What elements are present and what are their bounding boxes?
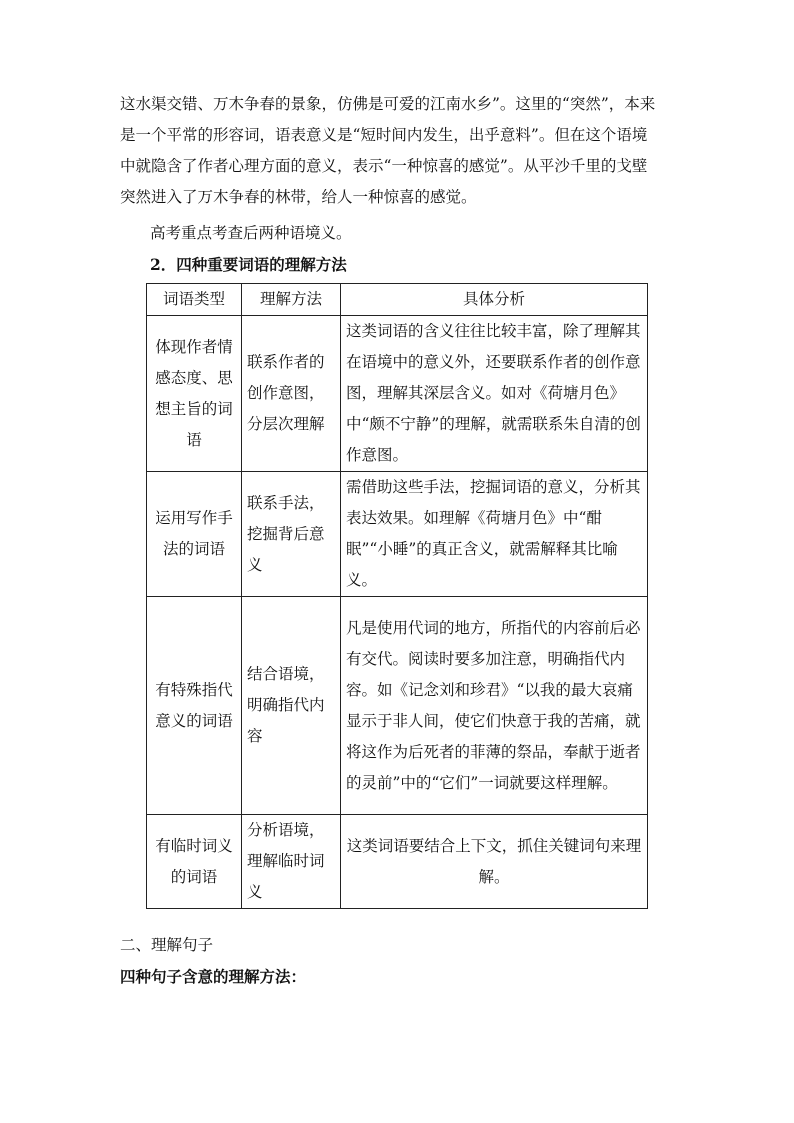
table-header-type: 词语类型 bbox=[147, 284, 242, 316]
subheading: 四种句子含意的理解方法： bbox=[120, 967, 307, 986]
table-cell-type: 有临时词义的词语 bbox=[147, 815, 242, 909]
table-row bbox=[147, 815, 648, 909]
table-cell-analysis: 这类词语要结合上下文，抓住关键词句来理解。 bbox=[341, 815, 648, 909]
intro-line: 是一个平常的形容词，语表意义是“短时间内发生，出乎意料”。但在这个语境 bbox=[120, 126, 648, 144]
table-row bbox=[147, 472, 648, 597]
table-cell-type: 有特殊指代意义的词语 bbox=[147, 597, 242, 815]
section-heading: 二、理解句子 bbox=[120, 936, 214, 954]
intro-line: 中就隐含了作者心理方面的意义，表示“一种惊喜的感觉”。从平沙千里的戈壁 bbox=[120, 157, 648, 175]
table-row bbox=[147, 316, 648, 472]
intro-line: 这水渠交错、万木争春的景象，仿佛是可爱的江南水乡”。这里的“突然”，本来 bbox=[120, 95, 656, 113]
section2-heading: 2．四种重要词语的理解方法 bbox=[150, 255, 347, 274]
table-cell-analysis: 需借助这些手法，挖掘词语的意义，分析其表达效果。如理解《荷塘月色》中“酣眠”“小睡”的真正含义，就需解释其比喻义。 bbox=[341, 472, 648, 597]
table-cell-method: 联系手法，挖掘背后意义 bbox=[242, 472, 341, 597]
word-methods-table bbox=[146, 283, 648, 909]
table-cell-type: 运用写作手法的词语 bbox=[147, 472, 242, 597]
table-header-method: 理解方法 bbox=[242, 284, 341, 316]
table-cell-analysis: 凡是使用代词的地方，所指代的内容前后必有交代。阅读时要多加注意，明确指代内容。如《记念刘和珍君》“以我的最大哀痛显示于非人间，使它们快意于我的苦痛，就将这作为后死者的菲薄的祭品，奉献于逝者的灵前”中的“它们”一词就要这样理解。 bbox=[341, 597, 648, 815]
table-cell-method: 分析语境，理解临时词义 bbox=[242, 815, 341, 909]
intro-line: 突然进入了万木争春的林带，给人一种惊喜的感觉。 bbox=[120, 188, 477, 206]
table-cell-analysis: 这类词语的含义往往比较丰富，除了理解其在语境中的意义外，还要联系作者的创作意图，理解其深层含义。如对《荷塘月色》中“颇不宁静”的理解，就需联系朱自清的创作意图。 bbox=[341, 316, 648, 472]
table-header-row bbox=[147, 284, 648, 316]
table-cell-method: 联系作者的创作意图，分层次理解 bbox=[242, 316, 341, 472]
exam-note: 高考重点考查后两种语境义。 bbox=[150, 224, 352, 242]
table-cell-type: 体现作者情感态度、思想主旨的词语 bbox=[147, 316, 242, 472]
table-header-analysis: 具体分析 bbox=[341, 284, 648, 316]
table-cell-method: 结合语境，明确指代内容 bbox=[242, 597, 341, 815]
intro-paragraph bbox=[120, 89, 660, 213]
table-row bbox=[147, 597, 648, 815]
